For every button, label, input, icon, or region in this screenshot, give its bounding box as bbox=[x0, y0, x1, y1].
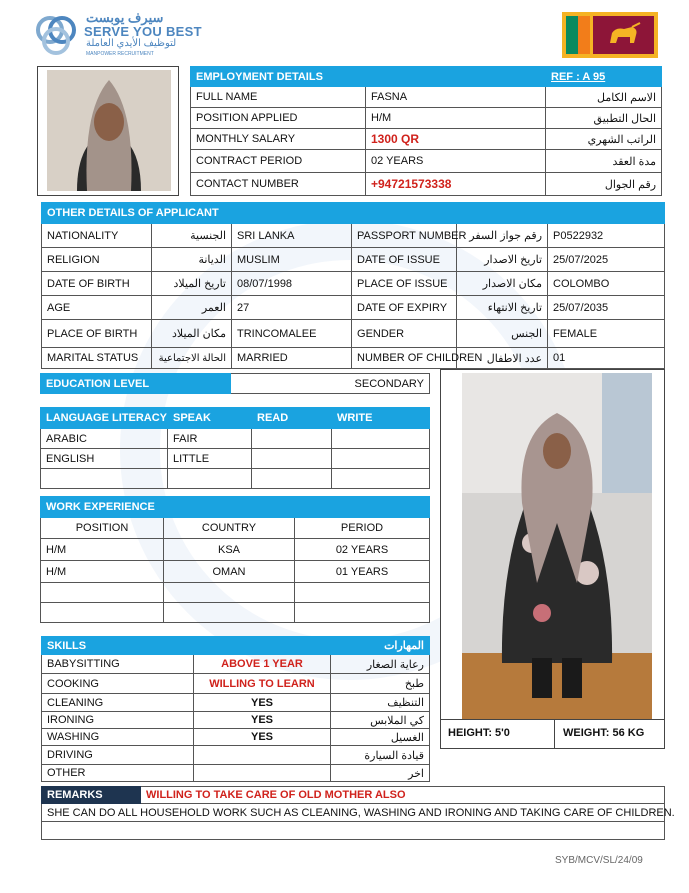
value-date-of-issue: 25/07/2025 bbox=[548, 248, 665, 272]
lang-arabic-speak: FAIR bbox=[168, 429, 252, 449]
arabic-salary: الراتب الشهري bbox=[546, 129, 662, 150]
lang-header-speak: SPEAK bbox=[168, 408, 252, 429]
remarks-label: REMARKS bbox=[42, 787, 141, 804]
language-table bbox=[40, 407, 430, 489]
label-age: AGE bbox=[42, 296, 152, 320]
employment-title: EMPLOYMENT DETAILS bbox=[191, 67, 546, 87]
value-place-of-issue: COLOMBO bbox=[548, 272, 665, 296]
work-header-country: COUNTRY bbox=[164, 518, 295, 539]
remarks-highlight: WILLING TO TAKE CARE OF OLD MOTHER ALSO bbox=[141, 787, 665, 804]
label-passport: PASSPORT NUMBER bbox=[352, 224, 457, 248]
label-place-of-issue: PLACE OF ISSUE bbox=[352, 272, 457, 296]
lang-header-write: WRITE bbox=[332, 408, 430, 429]
education-value: SECONDARY bbox=[231, 374, 430, 394]
work-row-period: 01 YEARS bbox=[295, 561, 430, 583]
skill-label: WASHING bbox=[42, 729, 194, 746]
label-date-of-birth: DATE OF BIRTH bbox=[42, 272, 152, 296]
skill-arabic: كي الملابس bbox=[331, 712, 430, 729]
value-children: 01 bbox=[548, 348, 665, 369]
label-children: NUMBER OF CHILDREN bbox=[352, 348, 457, 369]
lang-arabic: ARABIC bbox=[41, 429, 168, 449]
skill-value: YES bbox=[194, 694, 331, 712]
label-date-of-issue: DATE OF ISSUE bbox=[352, 248, 457, 272]
lang-header-read: READ bbox=[252, 408, 332, 429]
work-header-period: PERIOD bbox=[295, 518, 430, 539]
work-experience-table bbox=[40, 496, 430, 623]
value-salary: 1300 QR bbox=[366, 129, 546, 150]
arabic-date-of-issue: تاريخ الاصدار bbox=[457, 248, 548, 272]
applicant-headshot bbox=[47, 70, 171, 191]
value-nationality: SRI LANKA bbox=[232, 224, 352, 248]
value-age: 27 bbox=[232, 296, 352, 320]
skill-arabic: التنظيف bbox=[331, 694, 430, 712]
work-title: WORK EXPERIENCE bbox=[41, 497, 295, 518]
label-position: POSITION APPLIED bbox=[191, 108, 366, 129]
arabic-age: العمر bbox=[152, 296, 232, 320]
document-code: SYB/MCV/SL/24/09 bbox=[555, 855, 643, 866]
skill-label: OTHER bbox=[42, 765, 194, 782]
skill-value bbox=[194, 765, 331, 782]
value-religion: MUSLIM bbox=[232, 248, 352, 272]
brand-arabic-sub: لتوظيف الأيدي العاملة bbox=[86, 38, 177, 49]
arabic-gender: الجنس bbox=[457, 320, 548, 348]
skill-arabic: الغسيل bbox=[331, 729, 430, 746]
applicant-full-photo-frame bbox=[440, 369, 665, 749]
value-contact: +94721573338 bbox=[366, 173, 546, 196]
value-gender: FEMALE bbox=[548, 320, 665, 348]
value-marital-status: MARRIED bbox=[232, 348, 352, 369]
label-gender: GENDER bbox=[352, 320, 457, 348]
brand-sub: MANPOWER RECRUITMENT bbox=[86, 51, 154, 57]
value-contract: 02 YEARS bbox=[366, 150, 546, 173]
work-header-position: POSITION bbox=[41, 518, 164, 539]
work-row-period: 02 YEARS bbox=[295, 539, 430, 561]
company-logo bbox=[34, 10, 209, 60]
label-contract: CONTRACT PERIOD bbox=[191, 150, 366, 173]
skill-label: COOKING bbox=[42, 674, 194, 694]
skill-arabic: قيادة السيارة bbox=[331, 746, 430, 765]
arabic-contract: مدة العقد bbox=[546, 150, 662, 173]
label-contact: CONTACT NUMBER bbox=[191, 173, 366, 196]
remarks-text: SHE CAN DO ALL HOUSEHOLD WORK SUCH AS CLEANING, WASHING AND IRONING AND TAKING CARE OF CHILDREN. bbox=[42, 804, 665, 822]
arabic-date-of-birth: تاريخ الميلاد bbox=[152, 272, 232, 296]
value-position: H/M bbox=[366, 108, 546, 129]
skill-label: BABYSITTING bbox=[42, 655, 194, 674]
work-row-position: H/M bbox=[41, 539, 164, 561]
applicant-headshot-frame bbox=[37, 66, 179, 196]
label-place-of-birth: PLACE OF BIRTH bbox=[42, 320, 152, 348]
lang-header-literacy: LANGUAGE LITERACY bbox=[41, 408, 168, 429]
other-details-title: OTHER DETAILS OF APPLICANT bbox=[42, 203, 352, 224]
work-row-country: OMAN bbox=[164, 561, 295, 583]
skills-title: SKILLS bbox=[42, 637, 331, 655]
label-religion: RELIGION bbox=[42, 248, 152, 272]
remarks-table bbox=[41, 786, 675, 840]
skill-arabic: رعاية الصغار bbox=[331, 655, 430, 674]
arabic-children: عدد الاطفال bbox=[457, 348, 548, 369]
employment-details-table bbox=[190, 66, 662, 196]
logo-rings-icon bbox=[34, 12, 80, 58]
applicant-full-photo bbox=[462, 373, 652, 719]
arabic-date-of-expiry: تاريخ الانتهاء bbox=[457, 296, 548, 320]
label-date-of-expiry: DATE OF EXPIRY bbox=[352, 296, 457, 320]
skills-title-arabic: المهارات bbox=[331, 637, 430, 655]
lang-english-speak: LITTLE bbox=[168, 449, 252, 469]
skill-value: WILLING TO LEARN bbox=[194, 674, 331, 694]
arabic-passport: رقم جواز السفر bbox=[457, 224, 548, 248]
work-row-position: H/M bbox=[41, 561, 164, 583]
work-row-country: KSA bbox=[164, 539, 295, 561]
skill-value: YES bbox=[194, 729, 331, 746]
label-salary: MONTHLY SALARY bbox=[191, 129, 366, 150]
value-place-of-birth: TRINCOMALEE bbox=[232, 320, 352, 348]
ref-number: REF : A 95 bbox=[546, 67, 662, 87]
arabic-full-name: الاسم الكامل bbox=[546, 87, 662, 108]
arabic-contact: رقم الجوال bbox=[546, 173, 662, 196]
value-date-of-expiry: 25/07/2035 bbox=[548, 296, 665, 320]
weight-value: WEIGHT: 56 KG bbox=[563, 727, 645, 739]
skill-label: IRONING bbox=[42, 712, 194, 729]
arabic-marital-status: الحالة الاجتماعية bbox=[152, 348, 232, 369]
value-date-of-birth: 08/07/1998 bbox=[232, 272, 352, 296]
skill-value: ABOVE 1 YEAR bbox=[194, 655, 331, 674]
label-nationality: NATIONALITY bbox=[42, 224, 152, 248]
skill-value bbox=[194, 746, 331, 765]
skill-arabic: طبخ bbox=[331, 674, 430, 694]
arabic-religion: الديانة bbox=[152, 248, 232, 272]
lang-english: ENGLISH bbox=[41, 449, 168, 469]
arabic-nationality: الجنسية bbox=[152, 224, 232, 248]
skill-arabic: اخر bbox=[331, 765, 430, 782]
skill-label: DRIVING bbox=[42, 746, 194, 765]
education-table bbox=[40, 373, 430, 394]
value-full-name: FASNA bbox=[366, 87, 546, 108]
arabic-position: الحال التطبيق bbox=[546, 108, 662, 129]
height-value: HEIGHT: 5'0 bbox=[448, 727, 510, 739]
education-label: EDUCATION LEVEL bbox=[41, 374, 231, 394]
skills-table bbox=[41, 636, 430, 782]
arabic-place-of-issue: مكان الاصدار bbox=[457, 272, 548, 296]
other-details-table bbox=[41, 202, 665, 369]
sri-lanka-flag-icon bbox=[562, 12, 658, 58]
arabic-place-of-birth: مكان الميلاد bbox=[152, 320, 232, 348]
skill-value: YES bbox=[194, 712, 331, 729]
label-full-name: FULL NAME bbox=[191, 87, 366, 108]
label-marital-status: MARITAL STATUS bbox=[42, 348, 152, 369]
brand-name: SERVE YOU BEST bbox=[84, 24, 202, 39]
brand-arabic: سيرف يوبست bbox=[86, 10, 164, 25]
value-passport: P0522932 bbox=[548, 224, 665, 248]
skill-label: CLEANING bbox=[42, 694, 194, 712]
